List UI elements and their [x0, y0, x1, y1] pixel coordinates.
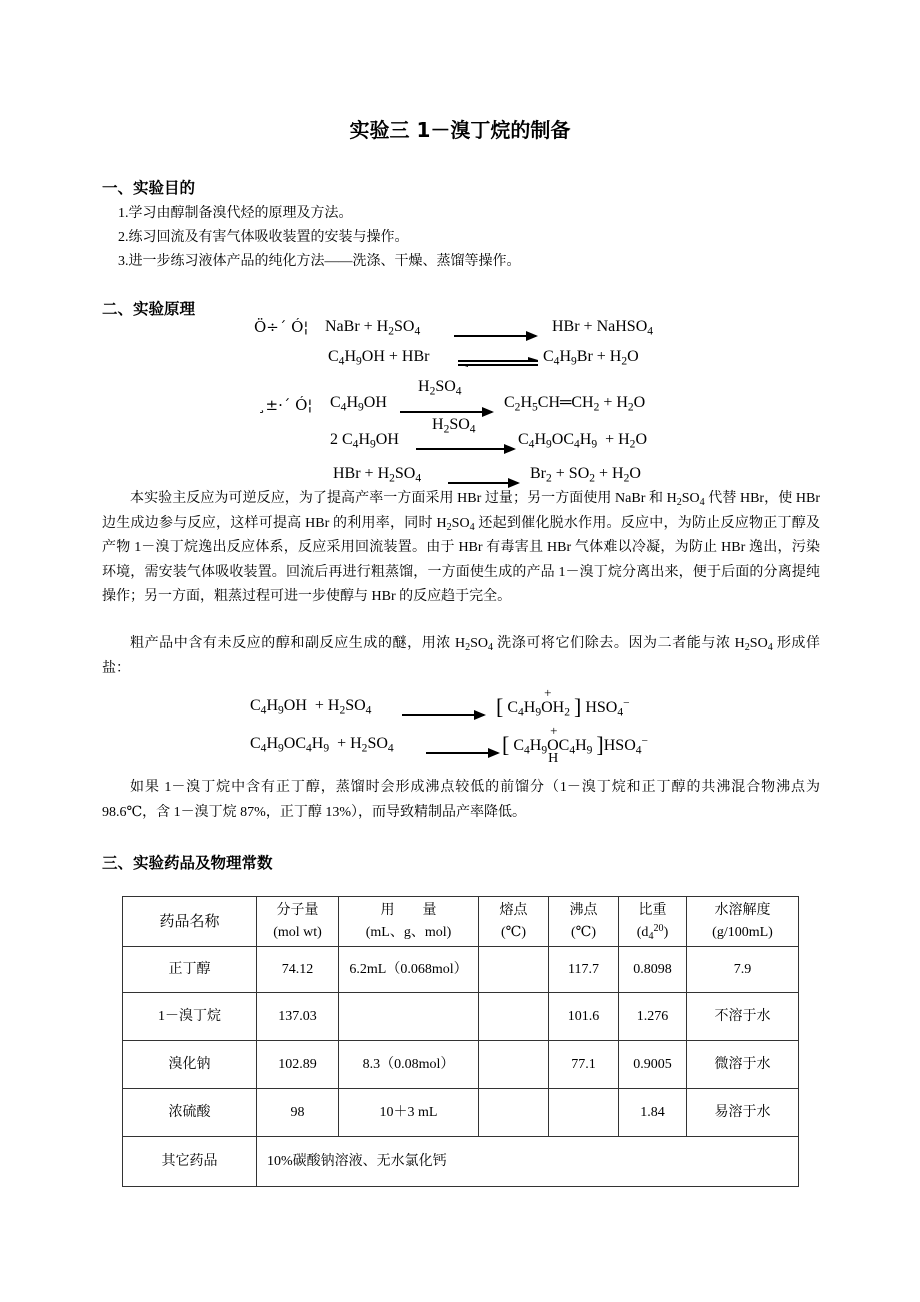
table-cell [479, 1089, 549, 1137]
main-reaction-label: Ö÷´ Ó¦ [254, 318, 309, 336]
section-heading-principle: 二、实验原理 [102, 300, 196, 318]
table-cell: 0.8098 [619, 947, 687, 993]
objective-item: 2.练习回流及有害气体吸收装置的安装与操作。 [118, 230, 409, 245]
table-cell [339, 993, 479, 1041]
header-cell: 比重 $(d_4^{20})$ [619, 897, 687, 947]
header-cell: 熔点 (℃) [479, 897, 549, 947]
reaction-4-right: $C_4H_9OC_4H_9 + H_2O$ [518, 431, 647, 451]
table-cell: 98 [257, 1089, 339, 1137]
reaction-arrow [452, 327, 538, 345]
reaction-2-left: $C_4H_9OH$ + HBr [328, 348, 430, 368]
salt-reaction-1-left: $C_4H_9OH + H_2SO_4$ [250, 697, 372, 717]
table-cell: 浓硫酸 [123, 1089, 257, 1137]
table-cell: 1.84 [619, 1089, 687, 1137]
table-header-row [123, 897, 799, 947]
reaction-arrow [400, 706, 486, 724]
table-cell [479, 947, 549, 993]
principle-paragraph-2: 粗产品中含有未反应的醇和副反应生成的醚，用浓 $H_2SO_4$ 洗涤可将它们除去。因为二者能与浓 $H_2SO_4$ 形成佯盐： [102, 636, 821, 676]
principle-paragraph-3: 如果 1－溴丁烷中含有正丁醇，蒸馏时会形成沸点较低的前馏分（1－溴丁烷和正丁醇的共沸混合物沸点为 98.6℃，含 1－溴丁烷 87%，正丁醇 13%），而导致精制品产率降低。 [102, 780, 820, 820]
table-cell: 102.89 [257, 1041, 339, 1089]
table-cell: 8.3（0.08mol） [339, 1041, 479, 1089]
table-row-other [123, 1137, 799, 1187]
reaction-1-left: NaBr + $H_2SO_4$ [325, 318, 421, 338]
table-row [123, 1041, 799, 1089]
table-cell: 正丁醇 [123, 947, 257, 993]
table-row [123, 1089, 799, 1137]
table-cell [479, 1041, 549, 1089]
table-cell [549, 1089, 619, 1137]
salt-reaction-1-right: [ $C_4H_9O$ + $H_2$ ] $HSO_4^-$ [496, 685, 630, 719]
reaction-arrow [414, 440, 516, 458]
table-cell: 0.9005 [619, 1041, 687, 1089]
section-heading-objectives: 一、实验目的 [102, 179, 196, 197]
reaction-3-right: $C_2H_5CH═CH_2 + H_2O$ [504, 394, 646, 414]
side-reaction-label: ¸±·´ Ó¦ [258, 396, 313, 414]
table-cell: 1.276 [619, 993, 687, 1041]
table-cell: 10＋3 mL [339, 1089, 479, 1137]
equilibrium-arrow [454, 354, 542, 372]
table-cell: 不溶于水 [687, 993, 799, 1041]
table-cell: 101.6 [549, 993, 619, 1041]
table-row [123, 947, 799, 993]
reaction-3-catalyst: $H_2SO_4$ [418, 378, 462, 398]
table-cell: 其它药品 [123, 1137, 257, 1187]
table-cell: 微溶于水 [687, 1041, 799, 1089]
table-cell: 6.2mL（0.068mol） [339, 947, 479, 993]
reaction-arrow [424, 744, 500, 762]
principle-paragraph-1: 本实验主反应为可逆反应，为了提高产率一方面采用 HBr 过量；另一方面使用 NaBr 和 $H_2SO_4$ 代替 HBr，使 HBr 边生成边参与反应，这样可提高 HBr 的利用率，同时 $H_2SO_4$ 还起到催化脱水作用。反应中，为防止反应物正丁醇及产物 1－溴丁烷逸出反应体系，反应采用回流装置。由于 HBr 有毒害且 HBr 气体难以冷凝，为防止 HBr 逸出，污染环境，需安装气体吸收装置。回流后再进行粗蒸馏，一方面使生成的产品 1－溴丁烷分离出来，便于后面的分离提纯操作；另一方面，粗蒸过程可进一步使醇与 HBr 的反应趋于完全。 [102, 491, 820, 604]
reaction-2-right: $C_4H_9Br + H_2O$ [543, 348, 639, 368]
header-cell: 分子量 (mol wt) [257, 897, 339, 947]
table-cell: 77.1 [549, 1041, 619, 1089]
salt-reaction-2-right: [ $C_4H_9O$ + H $C_4H_9$ ]$HSO_4^-$ [502, 723, 649, 766]
table-cell: 10%碳酸钠溶液、无水氯化钙 [257, 1137, 799, 1187]
table-cell: 117.7 [549, 947, 619, 993]
reaction-4-catalyst: $H_2SO_4$ [432, 416, 476, 436]
section-heading-reagents: 三、实验药品及物理常数 [102, 854, 273, 872]
reagent-properties-table [122, 896, 799, 1187]
table-cell: 1－溴丁烷 [123, 993, 257, 1041]
header-cell: 用 量 (mL、g、mol) [339, 897, 479, 947]
table-cell [479, 993, 549, 1041]
page-title: 实验三 1－溴丁烷的制备 [349, 118, 571, 142]
table-cell: 易溶于水 [687, 1089, 799, 1137]
header-cell: 药品名称 [123, 897, 257, 947]
reaction-5-left: HBr + $H_2SO_4$ [333, 465, 422, 485]
objective-item: 3.进一步练习液体产品的纯化方法——洗涤、干燥、蒸馏等操作。 [118, 254, 521, 269]
reaction-5-right: $Br_2 + SO_2 + H_2O$ [530, 465, 641, 485]
reaction-4-left: 2 $C_4H_9OH$ [330, 431, 399, 451]
table-cell: 溴化钠 [123, 1041, 257, 1089]
table-cell: 74.12 [257, 947, 339, 993]
objective-item: 1.学习由醇制备溴代烃的原理及方法。 [118, 206, 353, 221]
reaction-3-left: $C_4H_9OH$ [330, 394, 387, 414]
reaction-1-right: HBr + NaHSO$_4$ [552, 318, 654, 338]
header-cell: 水溶解度 (g/100mL) [687, 897, 799, 947]
table-cell: 7.9 [687, 947, 799, 993]
table-cell: 137.03 [257, 993, 339, 1041]
salt-reaction-2-left: $C_4H_9OC_4H_9 + H_2SO_4$ [250, 735, 394, 755]
header-cell: 沸点 (℃) [549, 897, 619, 947]
table-row [123, 993, 799, 1041]
